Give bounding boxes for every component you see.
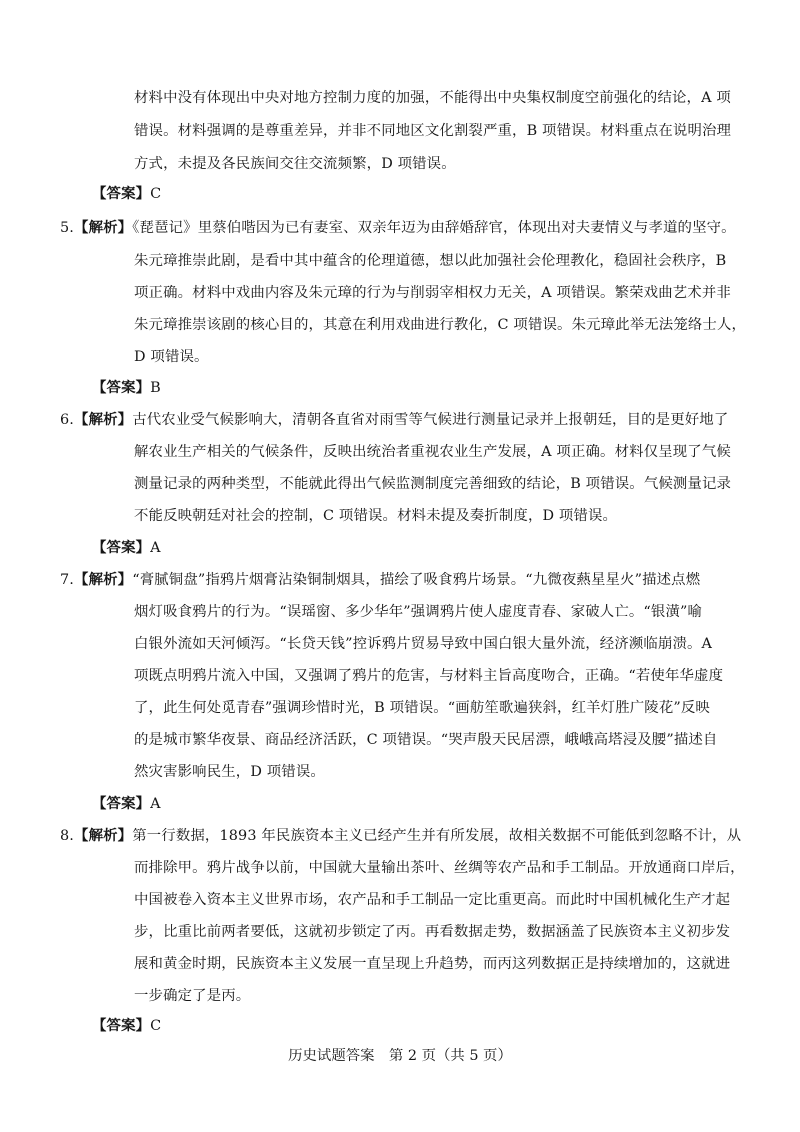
question-5-line: 朱元璋推崇该剧的核心目的，其意在利用戏曲进行教化，C 项错误。朱元璋此举无法笼络士人， (134, 317, 747, 333)
question-5-line: 项正确。材料中戏曲内容及朱元璋的行为与削弱宰相权力无关，A 项错误。繁荣戏曲艺术并非 (134, 285, 731, 301)
question-6-line: 测量记录的两种类型，不能就此得出气候监测制度完善细致的结论，B 项错误。气候测量记录 (134, 476, 732, 492)
answer-5 (92, 378, 161, 398)
item-4-line: 错误。材料强调的是尊重差异，并非不同地区文化割裂严重，B 项错误。材料重点在说明治理 (134, 123, 732, 139)
question-8-first-line (60, 826, 741, 846)
question-7-line: 白银外流如天河倾泻。“长贷天钱”控诉鸦片贸易导致中国白银大量外流，经济濒临崩溃。A (134, 636, 713, 652)
question-6-line: 解农业生产相关的气候条件，反映出统治者重视农业生产发展，A 项正确。材料仅呈现了气候 (134, 444, 731, 460)
answer-7 (92, 794, 161, 814)
analysis-text: 古代农业受气候影响大，清朝各直省对雨雪等气候进行测量记录并上报朝廷，目的是更好地了 (132, 412, 729, 428)
page-footer: 历史试题答案 第 2 页（共 5 页） (288, 1048, 512, 1064)
answer-8 (92, 1016, 161, 1036)
analysis-label: 【解析】 (74, 571, 133, 588)
question-8-line: 中国被卷入资本主义世界市场，农产品和手工制品一定比重更高。而此时中国机械化生产才起 (134, 892, 731, 908)
analysis-label: 【解析】 (74, 219, 133, 236)
question-8-line: 展和黄金时期，民族资本主义发展一直呈现上升趋势，而丙这列数据正是持续增加的，这就进 (134, 956, 731, 972)
question-7-first-line (60, 570, 700, 590)
analysis-text: 《琵琶记》里蔡伯喈因为已有妻室、双亲年迈为由辞婚辞官，体现出对夫妻情义与孝道的坚守。 (132, 220, 736, 236)
analysis-text: 第一行数据，1893 年民族资本主义已经产生并有所发展，故相关数据不可能低到忽略不计，从 (132, 828, 742, 844)
question-5-line: D 项错误。 (134, 349, 209, 365)
question-7-line: 烟灯吸食鸦片的行为。“误瑶窗、多少华年”强调鸦片使人虚度青春、家破人亡。“银潢”喻 (134, 604, 703, 620)
question-number: 5. (60, 220, 75, 236)
analysis-label: 【解析】 (74, 411, 133, 428)
question-5-first-line (60, 218, 736, 238)
question-number: 6. (60, 412, 75, 428)
answer-6 (92, 538, 161, 558)
question-7-line: 了，此生何处觅青春”强调珍惜时光，B 项错误。“画舫笙歌遍狭斜，红羊灯胜广陵花”反映 (134, 700, 710, 716)
answer-4 (92, 184, 161, 204)
answer-value: A (150, 540, 161, 556)
answer-label: 【答案】 (92, 539, 151, 556)
question-5-line: 朱元璋推崇此剧，是看中其中蕴含的伦理道德，想以此加强社会伦理教化，稳固社会秩序，B (134, 253, 727, 269)
question-7-line: 项既点明鸦片流入中国，又强调了鸦片的危害，与材料主旨高度吻合，正确。“若使年华虚度 (134, 668, 724, 684)
answer-label: 【答案】 (92, 1017, 151, 1034)
answer-label: 【答案】 (92, 795, 151, 812)
item-4-line: 方式，未提及各民族间交往交流频繁，D 项错误。 (134, 156, 456, 172)
question-7-line: 的是城市繁华夜景、商品经济活跃，C 项错误。“哭声殷天民居漂，峨峨高塔浸及腰”描述自 (134, 732, 718, 748)
question-7-line: 然灾害影响民生，D 项错误。 (134, 764, 325, 780)
question-8-line: 一步确定了是丙。 (134, 988, 251, 1004)
answer-value: B (150, 380, 161, 396)
analysis-text: “膏腻铜盘”指鸦片烟膏沾染铜制烟具，描绘了吸食鸦片场景。“九微夜爇星星火”描述点燃 (132, 572, 701, 588)
question-8-line: 而排除甲。鸦片战争以前，中国就大量输出茶叶、丝绸等农产品和手工制品。开放通商口岸后， (134, 860, 745, 876)
answer-value: A (150, 796, 161, 812)
question-6-first-line (60, 410, 728, 430)
item-4-line: 材料中没有体现出中央对地方控制力度的加强，不能得出中央集权制度空前强化的结论，A 项 (134, 90, 731, 106)
analysis-label: 【解析】 (74, 827, 133, 844)
answer-label: 【答案】 (92, 185, 151, 202)
question-number: 7. (60, 572, 75, 588)
answer-label: 【答案】 (92, 379, 151, 396)
question-6-line: 不能反映朝廷对社会的控制，C 项错误。材料未提及奏折制度，D 项错误。 (134, 508, 618, 524)
question-number: 8. (60, 828, 75, 844)
answer-value: C (150, 1018, 162, 1034)
answer-value: C (150, 186, 162, 202)
question-8-line: 步，比重比前两者要低，这就初步锁定了丙。再看数据走势，数据涵盖了民族资本主义初步发 (134, 924, 731, 940)
